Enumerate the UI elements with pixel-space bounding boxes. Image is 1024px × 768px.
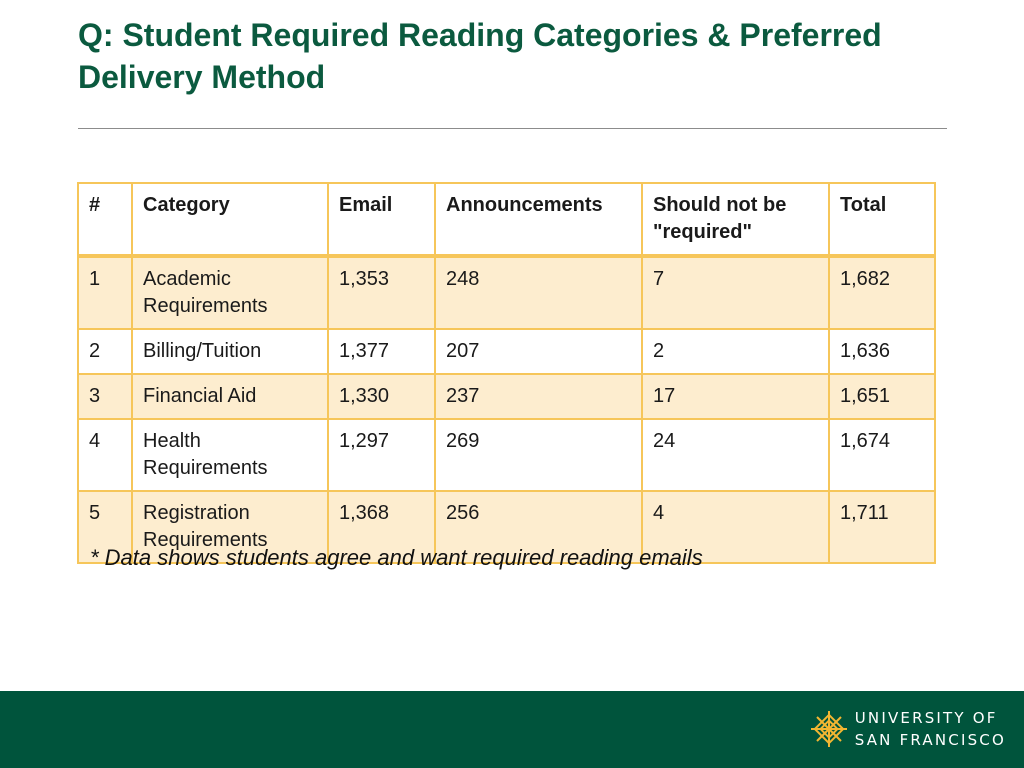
- cell-total: 1,674: [829, 419, 935, 491]
- cell-email: 1,297: [328, 419, 435, 491]
- header-number: #: [78, 183, 132, 256]
- cell-number: 1: [78, 256, 132, 329]
- header-category: Category: [132, 183, 328, 256]
- footer-bar: [0, 691, 1024, 768]
- cell-should-not-be-required: 4: [642, 491, 829, 563]
- header-should-not-be-required: Should not be "required": [642, 183, 829, 256]
- cell-announcements: 269: [435, 419, 642, 491]
- header-announcements: Announcements: [435, 183, 642, 256]
- cell-total: 1,711: [829, 491, 935, 563]
- cell-category: Billing/Tuition: [132, 329, 328, 374]
- slide-title: Q: Student Required Reading Categories & Preferred Delivery Method: [78, 17, 882, 95]
- table-row: [78, 256, 935, 329]
- cell-category: Financial Aid: [132, 374, 328, 419]
- cell-total: 1,651: [829, 374, 935, 419]
- cell-should-not-be-required: 2: [642, 329, 829, 374]
- cell-announcements: 207: [435, 329, 642, 374]
- cell-category: Academic Requirements: [132, 256, 328, 329]
- cell-should-not-be-required: 24: [642, 419, 829, 491]
- cell-should-not-be-required: 7: [642, 256, 829, 329]
- logo-line-1: UNIVERSITY OF: [854, 709, 998, 727]
- cell-should-not-be-required: 17: [642, 374, 829, 419]
- header-email: Email: [328, 183, 435, 256]
- title-divider: [78, 128, 947, 129]
- cell-email: 1,377: [328, 329, 435, 374]
- cell-total: 1,636: [829, 329, 935, 374]
- cell-category: Registration Requirements: [132, 491, 328, 563]
- usf-star-logo-icon: [809, 709, 849, 749]
- cell-number: 3: [78, 374, 132, 419]
- table-row: [78, 329, 935, 374]
- cell-number: 2: [78, 329, 132, 374]
- cell-announcements: 237: [435, 374, 642, 419]
- cell-email: 1,330: [328, 374, 435, 419]
- cell-number: 4: [78, 419, 132, 491]
- university-name: [855, 707, 1006, 751]
- cell-number: 5: [78, 491, 132, 563]
- logo-line-2: SAN FRANCISCO: [854, 731, 1006, 749]
- footnote: * Data shows students agree and want required reading emails: [90, 545, 703, 570]
- university-logo: [809, 705, 1006, 753]
- cell-email: 1,368: [328, 491, 435, 563]
- table-header-row: [78, 183, 935, 256]
- cell-category: Health Requirements: [132, 419, 328, 491]
- table-row: [78, 374, 935, 419]
- cell-email: 1,353: [328, 256, 435, 329]
- cell-announcements: 256: [435, 491, 642, 563]
- reading-categories-table: [77, 182, 936, 564]
- header-total: Total: [829, 183, 935, 256]
- cell-announcements: 248: [435, 256, 642, 329]
- table-row: [78, 419, 935, 491]
- cell-total: 1,682: [829, 256, 935, 329]
